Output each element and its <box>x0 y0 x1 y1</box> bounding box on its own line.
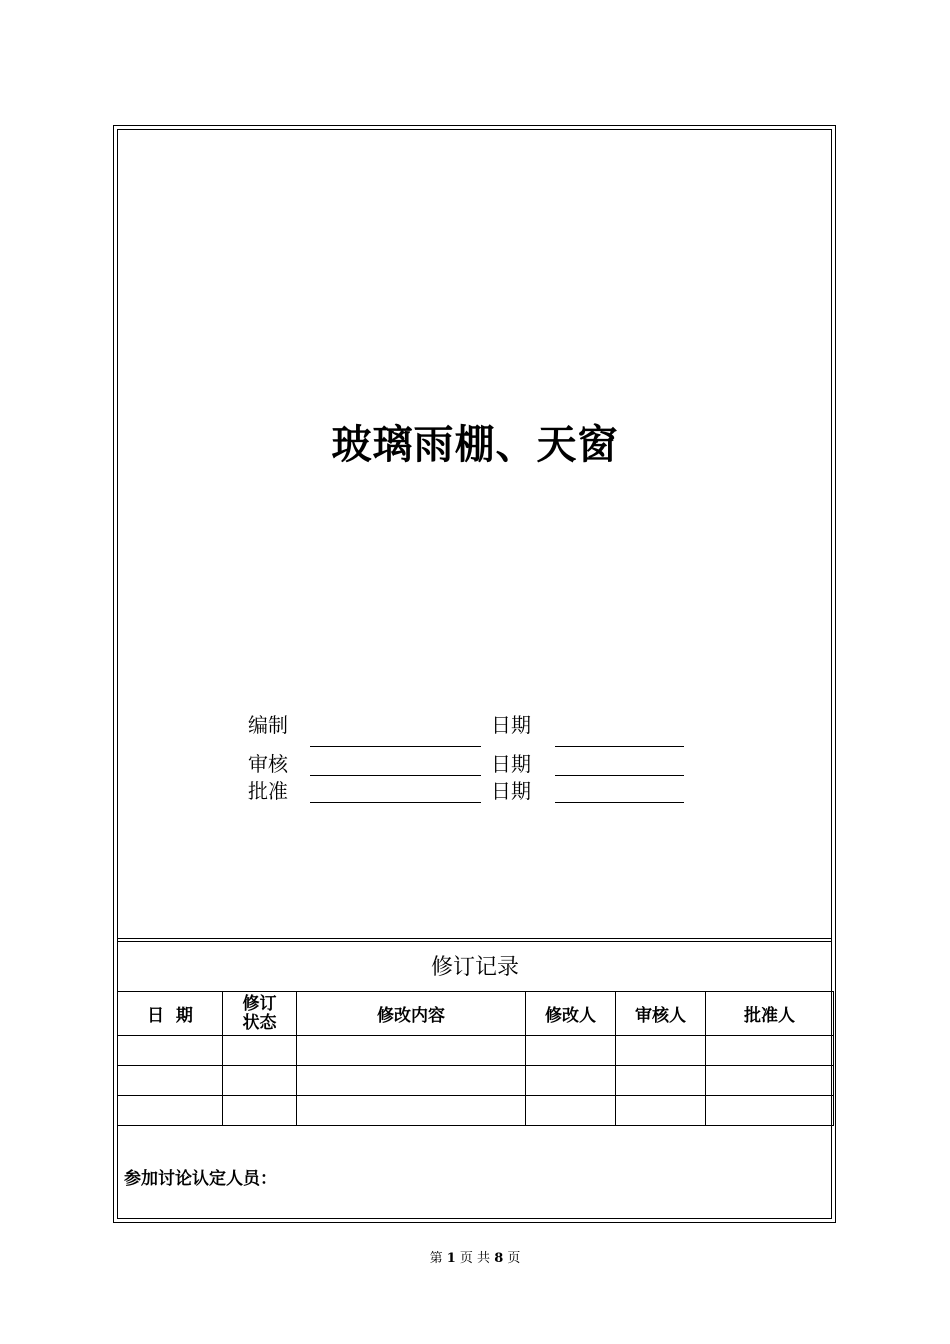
col-header-date: 日 期 <box>118 992 223 1036</box>
col-header-reviewer: 审核人 <box>616 992 706 1036</box>
table-cell[interactable] <box>526 1096 616 1126</box>
table-cell[interactable] <box>118 1096 223 1126</box>
section-divider-top <box>118 938 832 939</box>
col-header-status <box>223 992 297 1036</box>
table-cell[interactable] <box>297 1036 526 1066</box>
footer-prefix: 第 <box>429 1251 443 1266</box>
table-cell[interactable] <box>616 1036 706 1066</box>
table-cell[interactable] <box>616 1066 706 1096</box>
col-header-modifier: 修改人 <box>526 992 616 1036</box>
col-header-status-line2: 状态 <box>242 1012 277 1033</box>
col-header-status-line1: 修订 <box>242 993 277 1014</box>
document-title: 玻璃雨棚、天窗 <box>331 421 619 468</box>
table-row <box>118 1036 834 1066</box>
table-cell[interactable] <box>223 1036 297 1066</box>
signoff-date-line-approve[interactable] <box>555 802 684 803</box>
signoff-date-label-review: 日期 <box>491 752 531 776</box>
revision-heading: 修订记录 <box>430 955 519 980</box>
footer-middle: 页 共 <box>459 1251 491 1266</box>
footer-page-number: 1 <box>446 1251 456 1266</box>
participants-label: 参加讨论认定人员： <box>124 1169 277 1189</box>
footer-suffix: 页 <box>507 1251 521 1266</box>
section-divider-bottom <box>118 941 832 942</box>
table-row <box>118 1066 834 1096</box>
signoff-role-approve: 批准 <box>248 779 288 803</box>
signoff-line-approve[interactable] <box>310 802 481 803</box>
table-cell[interactable] <box>297 1066 526 1096</box>
table-row <box>118 1096 834 1126</box>
signoff-role-review: 审核 <box>248 752 288 776</box>
signoff-date-line-review[interactable] <box>555 775 684 776</box>
signoff-date-label-compile: 日期 <box>491 713 531 737</box>
signoff-date-label-approve: 日期 <box>491 779 531 803</box>
page-footer <box>0 1247 950 1266</box>
table-cell[interactable] <box>223 1096 297 1126</box>
table-cell[interactable] <box>706 1096 834 1126</box>
table-cell[interactable] <box>118 1066 223 1096</box>
footer-total-pages: 8 <box>494 1251 504 1266</box>
revision-table <box>117 991 834 1126</box>
table-cell[interactable] <box>297 1096 526 1126</box>
col-header-content: 修改内容 <box>297 992 526 1036</box>
col-header-approver: 批准人 <box>706 992 834 1036</box>
table-cell[interactable] <box>526 1036 616 1066</box>
table-cell[interactable] <box>223 1066 297 1096</box>
table-cell[interactable] <box>706 1036 834 1066</box>
table-cell[interactable] <box>616 1096 706 1126</box>
signoff-line-review[interactable] <box>310 775 481 776</box>
signoff-role-compile: 编制 <box>248 713 288 737</box>
table-cell[interactable] <box>118 1036 223 1066</box>
table-cell[interactable] <box>526 1066 616 1096</box>
revision-table-header-row <box>118 992 834 1036</box>
table-cell[interactable] <box>706 1066 834 1096</box>
signoff-line-compile[interactable] <box>310 746 481 747</box>
signoff-date-line-compile[interactable] <box>555 746 684 747</box>
